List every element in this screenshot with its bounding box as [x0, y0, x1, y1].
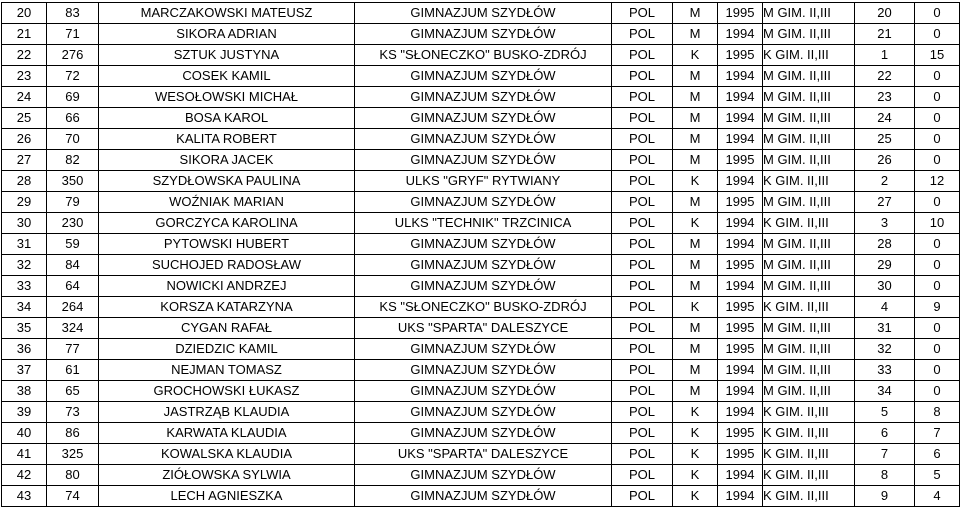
bib-number-cell: 324 [47, 318, 99, 339]
category-place-cell: 6 [855, 423, 915, 444]
bib-number-cell: 72 [47, 66, 99, 87]
category-place-cell: 34 [855, 381, 915, 402]
nationality-cell: POL [612, 465, 673, 486]
category-cell: K GIM. II,III [763, 171, 855, 192]
category-place-cell: 27 [855, 192, 915, 213]
nationality-cell: POL [612, 87, 673, 108]
club-cell: KS "SŁONECZKO" BUSKO-ZDRÓJ [355, 45, 612, 66]
place-cell: 38 [2, 381, 47, 402]
category-place-cell: 30 [855, 276, 915, 297]
table-row [2, 318, 960, 339]
bib-number-cell: 84 [47, 255, 99, 276]
table-row [2, 255, 960, 276]
category-place-cell: 1 [855, 45, 915, 66]
club-cell: GIMNAZJUM SZYDŁÓW [355, 24, 612, 45]
club-cell: ULKS "TECHNIK" TRZCINICA [355, 213, 612, 234]
athlete-name-cell: BOSA KAROL [99, 108, 355, 129]
nationality-cell: POL [612, 108, 673, 129]
category-place-cell: 28 [855, 234, 915, 255]
bib-number-cell: 73 [47, 402, 99, 423]
club-cell: GIMNAZJUM SZYDŁÓW [355, 192, 612, 213]
points-cell: 5 [915, 465, 960, 486]
sex-cell: M [673, 381, 718, 402]
category-cell: K GIM. II,III [763, 444, 855, 465]
place-cell: 26 [2, 129, 47, 150]
sex-cell: M [673, 234, 718, 255]
bib-number-cell: 70 [47, 129, 99, 150]
athlete-name-cell: MARCZAKOWSKI MATEUSZ [99, 3, 355, 24]
points-cell: 0 [915, 234, 960, 255]
birth-year-cell: 1994 [718, 486, 763, 507]
table-row [2, 150, 960, 171]
birth-year-cell: 1995 [718, 45, 763, 66]
place-cell: 36 [2, 339, 47, 360]
athlete-name-cell: KORSZA KATARZYNA [99, 297, 355, 318]
nationality-cell: POL [612, 360, 673, 381]
sex-cell: M [673, 150, 718, 171]
category-cell: M GIM. II,III [763, 87, 855, 108]
bib-number-cell: 64 [47, 276, 99, 297]
sex-cell: M [673, 318, 718, 339]
birth-year-cell: 1994 [718, 129, 763, 150]
place-cell: 23 [2, 66, 47, 87]
points-cell: 0 [915, 339, 960, 360]
place-cell: 22 [2, 45, 47, 66]
birth-year-cell: 1994 [718, 402, 763, 423]
birth-year-cell: 1995 [718, 297, 763, 318]
bib-number-cell: 74 [47, 486, 99, 507]
club-cell: KS "SŁONECZKO" BUSKO-ZDRÓJ [355, 297, 612, 318]
nationality-cell: POL [612, 381, 673, 402]
category-place-cell: 22 [855, 66, 915, 87]
table-row [2, 192, 960, 213]
table-row [2, 234, 960, 255]
category-cell: M GIM. II,III [763, 234, 855, 255]
athlete-name-cell: KOWALSKA KLAUDIA [99, 444, 355, 465]
birth-year-cell: 1994 [718, 66, 763, 87]
table-row [2, 339, 960, 360]
club-cell: GIMNAZJUM SZYDŁÓW [355, 234, 612, 255]
club-cell: ULKS "GRYF" RYTWIANY [355, 171, 612, 192]
table-row [2, 45, 960, 66]
sex-cell: K [673, 213, 718, 234]
athlete-name-cell: KARWATA KLAUDIA [99, 423, 355, 444]
table-row [2, 276, 960, 297]
table-row [2, 360, 960, 381]
category-cell: M GIM. II,III [763, 150, 855, 171]
athlete-name-cell: GORCZYCA KAROLINA [99, 213, 355, 234]
club-cell: GIMNAZJUM SZYDŁÓW [355, 402, 612, 423]
table-row [2, 87, 960, 108]
sex-cell: K [673, 171, 718, 192]
sex-cell: M [673, 255, 718, 276]
athlete-name-cell: PYTOWSKI HUBERT [99, 234, 355, 255]
birth-year-cell: 1995 [718, 3, 763, 24]
place-cell: 20 [2, 3, 47, 24]
bib-number-cell: 276 [47, 45, 99, 66]
category-cell: K GIM. II,III [763, 213, 855, 234]
category-cell: M GIM. II,III [763, 381, 855, 402]
place-cell: 35 [2, 318, 47, 339]
category-cell: K GIM. II,III [763, 297, 855, 318]
place-cell: 33 [2, 276, 47, 297]
nationality-cell: POL [612, 45, 673, 66]
category-place-cell: 4 [855, 297, 915, 318]
birth-year-cell: 1994 [718, 360, 763, 381]
table-row [2, 24, 960, 45]
place-cell: 24 [2, 87, 47, 108]
birth-year-cell: 1995 [718, 444, 763, 465]
category-cell: M GIM. II,III [763, 66, 855, 87]
birth-year-cell: 1994 [718, 234, 763, 255]
birth-year-cell: 1995 [718, 423, 763, 444]
category-cell: M GIM. II,III [763, 255, 855, 276]
sex-cell: K [673, 444, 718, 465]
category-cell: K GIM. II,III [763, 45, 855, 66]
athlete-name-cell: GROCHOWSKI ŁUKASZ [99, 381, 355, 402]
category-place-cell: 9 [855, 486, 915, 507]
category-cell: K GIM. II,III [763, 486, 855, 507]
birth-year-cell: 1994 [718, 87, 763, 108]
nationality-cell: POL [612, 129, 673, 150]
place-cell: 28 [2, 171, 47, 192]
bib-number-cell: 80 [47, 465, 99, 486]
bib-number-cell: 350 [47, 171, 99, 192]
bib-number-cell: 61 [47, 360, 99, 381]
nationality-cell: POL [612, 3, 673, 24]
club-cell: GIMNAZJUM SZYDŁÓW [355, 423, 612, 444]
birth-year-cell: 1995 [718, 150, 763, 171]
place-cell: 32 [2, 255, 47, 276]
nationality-cell: POL [612, 444, 673, 465]
points-cell: 0 [915, 87, 960, 108]
club-cell: GIMNAZJUM SZYDŁÓW [355, 87, 612, 108]
points-cell: 12 [915, 171, 960, 192]
sex-cell: M [673, 192, 718, 213]
category-cell: M GIM. II,III [763, 129, 855, 150]
sex-cell: K [673, 402, 718, 423]
birth-year-cell: 1994 [718, 171, 763, 192]
table-row [2, 486, 960, 507]
athlete-name-cell: KALITA ROBERT [99, 129, 355, 150]
bib-number-cell: 77 [47, 339, 99, 360]
place-cell: 29 [2, 192, 47, 213]
place-cell: 31 [2, 234, 47, 255]
category-place-cell: 23 [855, 87, 915, 108]
birth-year-cell: 1995 [718, 255, 763, 276]
category-place-cell: 29 [855, 255, 915, 276]
sex-cell: M [673, 108, 718, 129]
points-cell: 0 [915, 3, 960, 24]
category-place-cell: 7 [855, 444, 915, 465]
table-row [2, 402, 960, 423]
birth-year-cell: 1994 [718, 381, 763, 402]
points-cell: 0 [915, 129, 960, 150]
points-cell: 4 [915, 486, 960, 507]
athlete-name-cell: SIKORA ADRIAN [99, 24, 355, 45]
club-cell: GIMNAZJUM SZYDŁÓW [355, 108, 612, 129]
table-row [2, 444, 960, 465]
category-cell: M GIM. II,III [763, 318, 855, 339]
category-cell: M GIM. II,III [763, 24, 855, 45]
sex-cell: K [673, 486, 718, 507]
category-cell: K GIM. II,III [763, 402, 855, 423]
athlete-name-cell: NEJMAN TOMASZ [99, 360, 355, 381]
birth-year-cell: 1994 [718, 108, 763, 129]
nationality-cell: POL [612, 234, 673, 255]
bib-number-cell: 264 [47, 297, 99, 318]
table-row [2, 423, 960, 444]
table-row [2, 129, 960, 150]
club-cell: UKS "SPARTA" DALESZYCE [355, 318, 612, 339]
club-cell: UKS "SPARTA" DALESZYCE [355, 444, 612, 465]
club-cell: GIMNAZJUM SZYDŁÓW [355, 465, 612, 486]
sex-cell: M [673, 129, 718, 150]
points-cell: 6 [915, 444, 960, 465]
nationality-cell: POL [612, 318, 673, 339]
nationality-cell: POL [612, 402, 673, 423]
bib-number-cell: 82 [47, 150, 99, 171]
table-row [2, 297, 960, 318]
club-cell: GIMNAZJUM SZYDŁÓW [355, 339, 612, 360]
points-cell: 10 [915, 213, 960, 234]
athlete-name-cell: WOŹNIAK MARIAN [99, 192, 355, 213]
category-place-cell: 5 [855, 402, 915, 423]
points-cell: 0 [915, 276, 960, 297]
sex-cell: M [673, 66, 718, 87]
club-cell: GIMNAZJUM SZYDŁÓW [355, 276, 612, 297]
bib-number-cell: 71 [47, 24, 99, 45]
athlete-name-cell: COSEK KAMIL [99, 66, 355, 87]
sex-cell: M [673, 360, 718, 381]
athlete-name-cell: ZIÓŁOWSKA SYLWIA [99, 465, 355, 486]
sex-cell: M [673, 339, 718, 360]
sex-cell: K [673, 45, 718, 66]
category-cell: M GIM. II,III [763, 108, 855, 129]
sex-cell: K [673, 297, 718, 318]
place-cell: 40 [2, 423, 47, 444]
athlete-name-cell: JASTRZĄB KLAUDIA [99, 402, 355, 423]
points-cell: 9 [915, 297, 960, 318]
points-cell: 0 [915, 24, 960, 45]
club-cell: GIMNAZJUM SZYDŁÓW [355, 66, 612, 87]
place-cell: 34 [2, 297, 47, 318]
birth-year-cell: 1995 [718, 192, 763, 213]
nationality-cell: POL [612, 486, 673, 507]
sex-cell: M [673, 3, 718, 24]
category-place-cell: 20 [855, 3, 915, 24]
bib-number-cell: 66 [47, 108, 99, 129]
place-cell: 27 [2, 150, 47, 171]
club-cell: GIMNAZJUM SZYDŁÓW [355, 150, 612, 171]
category-cell: M GIM. II,III [763, 3, 855, 24]
birth-year-cell: 1994 [718, 213, 763, 234]
table-row [2, 108, 960, 129]
points-cell: 15 [915, 45, 960, 66]
table-row [2, 171, 960, 192]
athlete-name-cell: SZYDŁOWSKA PAULINA [99, 171, 355, 192]
results-table [1, 2, 960, 507]
nationality-cell: POL [612, 171, 673, 192]
bib-number-cell: 86 [47, 423, 99, 444]
place-cell: 25 [2, 108, 47, 129]
points-cell: 0 [915, 192, 960, 213]
nationality-cell: POL [612, 339, 673, 360]
points-cell: 7 [915, 423, 960, 444]
category-place-cell: 3 [855, 213, 915, 234]
place-cell: 41 [2, 444, 47, 465]
nationality-cell: POL [612, 192, 673, 213]
nationality-cell: POL [612, 297, 673, 318]
place-cell: 21 [2, 24, 47, 45]
nationality-cell: POL [612, 150, 673, 171]
bib-number-cell: 65 [47, 381, 99, 402]
points-cell: 0 [915, 66, 960, 87]
athlete-name-cell: SIKORA JACEK [99, 150, 355, 171]
points-cell: 8 [915, 402, 960, 423]
category-cell: K GIM. II,III [763, 423, 855, 444]
category-place-cell: 24 [855, 108, 915, 129]
place-cell: 37 [2, 360, 47, 381]
nationality-cell: POL [612, 423, 673, 444]
bib-number-cell: 69 [47, 87, 99, 108]
athlete-name-cell: CYGAN RAFAŁ [99, 318, 355, 339]
club-cell: GIMNAZJUM SZYDŁÓW [355, 360, 612, 381]
bib-number-cell: 59 [47, 234, 99, 255]
club-cell: GIMNAZJUM SZYDŁÓW [355, 129, 612, 150]
points-cell: 0 [915, 360, 960, 381]
athlete-name-cell: WESOŁOWSKI MICHAŁ [99, 87, 355, 108]
sex-cell: M [673, 87, 718, 108]
birth-year-cell: 1995 [718, 339, 763, 360]
category-place-cell: 21 [855, 24, 915, 45]
nationality-cell: POL [612, 213, 673, 234]
category-place-cell: 26 [855, 150, 915, 171]
bib-number-cell: 230 [47, 213, 99, 234]
table-row [2, 3, 960, 24]
category-place-cell: 32 [855, 339, 915, 360]
birth-year-cell: 1995 [718, 318, 763, 339]
category-place-cell: 2 [855, 171, 915, 192]
points-cell: 0 [915, 381, 960, 402]
athlete-name-cell: DZIEDZIC KAMIL [99, 339, 355, 360]
birth-year-cell: 1994 [718, 24, 763, 45]
bib-number-cell: 83 [47, 3, 99, 24]
sex-cell: M [673, 24, 718, 45]
club-cell: GIMNAZJUM SZYDŁÓW [355, 3, 612, 24]
nationality-cell: POL [612, 255, 673, 276]
club-cell: GIMNAZJUM SZYDŁÓW [355, 486, 612, 507]
sex-cell: K [673, 423, 718, 444]
category-place-cell: 33 [855, 360, 915, 381]
athlete-name-cell: SZTUK JUSTYNA [99, 45, 355, 66]
sex-cell: K [673, 465, 718, 486]
nationality-cell: POL [612, 276, 673, 297]
place-cell: 39 [2, 402, 47, 423]
table-row [2, 381, 960, 402]
sex-cell: M [673, 276, 718, 297]
category-cell: M GIM. II,III [763, 360, 855, 381]
table-row [2, 465, 960, 486]
nationality-cell: POL [612, 66, 673, 87]
place-cell: 43 [2, 486, 47, 507]
table-row [2, 66, 960, 87]
nationality-cell: POL [612, 24, 673, 45]
points-cell: 0 [915, 108, 960, 129]
athlete-name-cell: SUCHOJED RADOSŁAW [99, 255, 355, 276]
category-place-cell: 31 [855, 318, 915, 339]
club-cell: GIMNAZJUM SZYDŁÓW [355, 381, 612, 402]
bib-number-cell: 325 [47, 444, 99, 465]
points-cell: 0 [915, 318, 960, 339]
place-cell: 42 [2, 465, 47, 486]
category-cell: M GIM. II,III [763, 339, 855, 360]
club-cell: GIMNAZJUM SZYDŁÓW [355, 255, 612, 276]
birth-year-cell: 1994 [718, 465, 763, 486]
points-cell: 0 [915, 150, 960, 171]
athlete-name-cell: NOWICKI ANDRZEJ [99, 276, 355, 297]
category-cell: M GIM. II,III [763, 192, 855, 213]
category-cell: M GIM. II,III [763, 276, 855, 297]
athlete-name-cell: LECH AGNIESZKA [99, 486, 355, 507]
results-table-body [2, 3, 960, 507]
place-cell: 30 [2, 213, 47, 234]
category-place-cell: 25 [855, 129, 915, 150]
bib-number-cell: 79 [47, 192, 99, 213]
table-row [2, 213, 960, 234]
category-cell: K GIM. II,III [763, 465, 855, 486]
birth-year-cell: 1994 [718, 276, 763, 297]
points-cell: 0 [915, 255, 960, 276]
category-place-cell: 8 [855, 465, 915, 486]
